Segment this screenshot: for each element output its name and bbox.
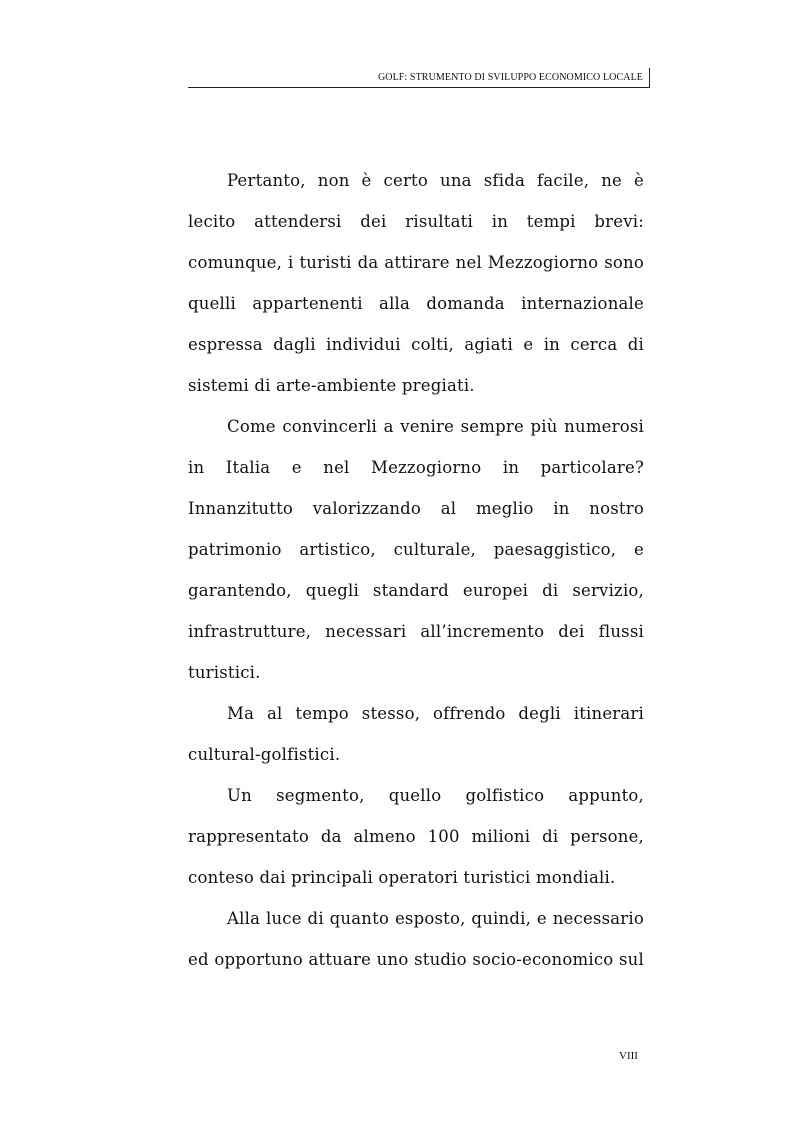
paragraph: Come convincerli a venire sempre più numerosi in Italia e nel Mezzogiorno in particolare? Innanzitutto valorizzando al meglio in nostro patrimonio artistico, culturale, paesaggistico, e garantendo, quegli standard europei di servizio, infrastrutture, necessari all’incremento dei flussi turistici.	[188, 417, 644, 682]
running-header	[188, 68, 650, 88]
paragraph: Un segmento, quello golfistico appunto, rappresentato da almeno 100 milioni di persone, conteso dai principali operatori turistici mondiali.	[188, 786, 644, 887]
page-number: VIII	[619, 1050, 638, 1062]
paragraph: Ma al tempo stesso, offrendo degli itinerari cultural-golfistici.	[188, 704, 644, 764]
paragraph: Pertanto, non è certo una sfida facile, ne è lecito attendersi dei risultati in tempi brevi: comunque, i turisti da attirare nel Mezzogiorno sono quelli appartenenti alla domanda internazionale espressa dagli individui colti, agiati e in cerca di sistemi di arte-ambiente pregiati.	[188, 171, 644, 395]
running-header-title: GOLF: STRUMENTO DI SVILUPPO ECONOMICO LOCALE	[377, 72, 643, 83]
body-text	[188, 160, 644, 980]
paragraph: Alla luce di quanto esposto, quindi, e necessario ed opportuno attuare uno studio socio-economico sul	[188, 909, 644, 969]
